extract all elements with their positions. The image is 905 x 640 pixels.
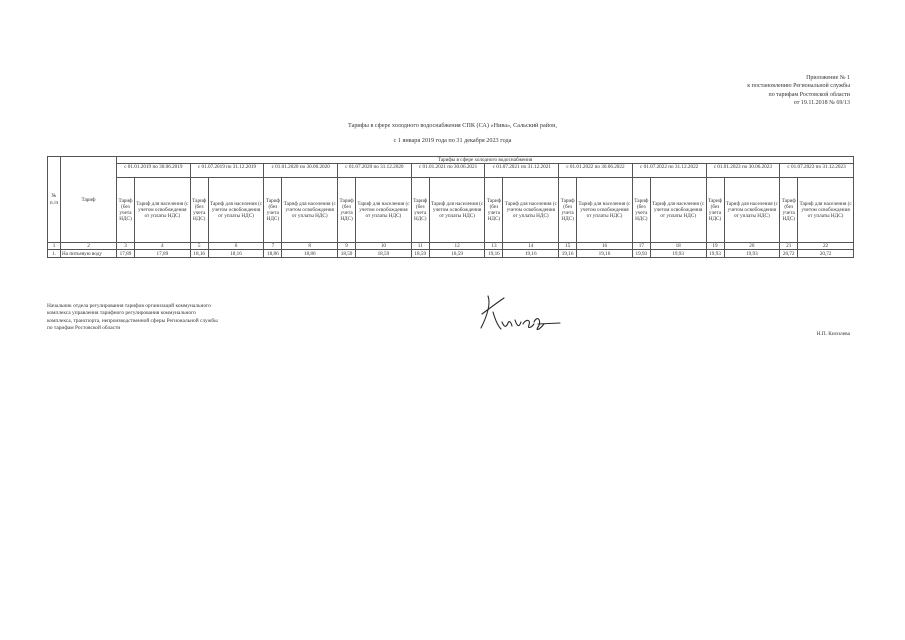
subheader-tariff-no-vat: Тариф (без учета НДС): [559, 178, 577, 243]
subheader-tariff-population: Тариф для населения (с учетом освобождения от уплаты НДС): [724, 178, 780, 243]
tariff-value: 19,16: [503, 250, 559, 258]
subheader-tariff-population: Тариф для населения (с учетом освобождения от уплаты НДС): [135, 178, 191, 243]
footer-line: комплекса, транспорта, непроизводственной сферы Региональной службы: [47, 317, 218, 324]
column-number: 2: [61, 243, 117, 250]
col-tariff-header: Тариф: [61, 157, 117, 243]
row-name: На питьевую воду: [61, 250, 117, 258]
tariff-value: 18,16: [208, 250, 264, 258]
period-header: с 01.01.2022 по 30.06.2022: [559, 164, 633, 178]
column-number: 8: [282, 243, 338, 250]
column-number: 7: [264, 243, 282, 250]
subheader-tariff-population: Тариф для населения (с учетом освобождения от уплаты НДС): [356, 178, 412, 243]
column-number: 17: [632, 243, 650, 250]
period-header: с 01.01.2020 по 30.06.2020: [264, 164, 338, 178]
col-num-header: № п./п: [48, 157, 61, 243]
column-number: 9: [338, 243, 356, 250]
column-number: 3: [117, 243, 135, 250]
subheader-tariff-population: Тариф для населения (с учетом освобождения от уплаты НДС): [282, 178, 338, 243]
tariff-value: 18,59: [338, 250, 356, 258]
row-number: 1.: [48, 250, 61, 258]
tariff-value: 18,86: [264, 250, 282, 258]
tariff-value: 19,93: [706, 250, 724, 258]
column-number: 6: [208, 243, 264, 250]
subheader-tariff-no-vat: Тариф (без учета НДС): [264, 178, 282, 243]
subheader-tariff-population: Тариф для населения (с учетом освобождения от уплаты НДС): [208, 178, 264, 243]
subheader-tariff-no-vat: Тариф (без учета НДС): [117, 178, 135, 243]
attachment-header: [747, 74, 850, 108]
tariff-value: 18,86: [282, 250, 338, 258]
title-line-2: с 1 января 2019 года по 31 декабря 2023 года: [393, 137, 512, 144]
tariff-value: 18,59: [356, 250, 412, 258]
column-number: 22: [798, 243, 854, 250]
subheader-tariff-no-vat: Тариф (без учета НДС): [485, 178, 503, 243]
column-number: 1: [48, 243, 61, 250]
tariff-table: [47, 156, 854, 258]
column-number: 5: [190, 243, 208, 250]
column-number: 11: [411, 243, 429, 250]
column-number: 19: [706, 243, 724, 250]
subheader-tariff-no-vat: Тариф (без учета НДС): [190, 178, 208, 243]
tariff-value: 17,89: [117, 250, 135, 258]
subheader-tariff-population: Тариф для населения (с учетом освобождения от уплаты НДС): [650, 178, 706, 243]
period-header: с 01.07.2019 по 31.12.2019: [190, 164, 264, 178]
period-header: с 01.07.2020 по 31.12.2020: [338, 164, 412, 178]
column-number: 20: [724, 243, 780, 250]
footer-line: по тарифам Ростовской области: [47, 325, 121, 332]
column-number: 13: [485, 243, 503, 250]
title-line-1: Тарифы в сфере холодного водоснабжения СПК (СА) «Нива», Сальский район,: [347, 122, 558, 129]
subheader-tariff-no-vat: Тариф (без учета НДС): [338, 178, 356, 243]
subheader-tariff-population: Тариф для населения (с учетом освобождения от уплаты НДС): [577, 178, 633, 243]
handwritten-signature: [478, 292, 568, 341]
header-line: Приложение № 1: [806, 75, 850, 81]
footer-line: комплекса управления тарифного регулирования коммунального: [47, 310, 196, 317]
tariff-value: 19,93: [632, 250, 650, 258]
column-number: 12: [429, 243, 485, 250]
footer-position: [47, 303, 277, 333]
footer-line: Начальник отдела регулирования тарифов организаций коммунального: [47, 303, 211, 309]
tariff-value: 19,16: [559, 250, 577, 258]
period-header: с 01.07.2022 по 31.12.2022: [632, 164, 706, 178]
period-header: с 01.01.2019 по 30.06.2019: [117, 164, 191, 178]
group-header: Тарифы в сфере холодного водоснабжения: [117, 157, 854, 164]
tariff-value: 17,89: [135, 250, 191, 258]
period-header: с 01.07.2023 по 31.12.2023: [780, 164, 854, 178]
signer-name: Н.П. Кисилева: [816, 331, 850, 337]
column-number: 10: [356, 243, 412, 250]
period-header: с 01.07.2021 по 31.12.2021: [485, 164, 559, 178]
tariff-value: 19,93: [724, 250, 780, 258]
tariff-value: 18,59: [411, 250, 429, 258]
subheader-tariff-population: Тариф для населения (с учетом освобождения от уплаты НДС): [798, 178, 854, 243]
tariff-value: 19,93: [650, 250, 706, 258]
column-number: 14: [503, 243, 559, 250]
tariff-value: 18,16: [190, 250, 208, 258]
column-number: 18: [650, 243, 706, 250]
header-line: по тарифам Ростовской области: [768, 91, 850, 98]
column-number: 16: [577, 243, 633, 250]
tariff-value: 20,72: [798, 250, 854, 258]
subheader-tariff-no-vat: Тариф (без учета НДС): [780, 178, 798, 243]
column-number: 4: [135, 243, 191, 250]
period-header: с 01.01.2021 по 30.06.2021: [411, 164, 485, 178]
subheader-tariff-no-vat: Тариф (без учета НДС): [706, 178, 724, 243]
period-header: с 01.01.2023 по 30.06.2023: [706, 164, 780, 178]
column-number: 21: [780, 243, 798, 250]
document-title: [0, 121, 905, 145]
header-line: от 19.11.2018 № 69/13: [793, 100, 850, 107]
header-line: к постановлению Региональной службы: [747, 83, 850, 90]
tariff-value: 19,16: [577, 250, 633, 258]
subheader-tariff-no-vat: Тариф (без учета НДС): [632, 178, 650, 243]
tariff-value: 18,59: [429, 250, 485, 258]
tariff-value: 19,16: [485, 250, 503, 258]
subheader-tariff-population: Тариф для населения (с учетом освобождения от уплаты НДС): [503, 178, 559, 243]
subheader-tariff-no-vat: Тариф (без учета НДС): [411, 178, 429, 243]
column-number: 15: [559, 243, 577, 250]
subheader-tariff-population: Тариф для населения (с учетом освобождения от уплаты НДС): [429, 178, 485, 243]
tariff-value: 20,72: [780, 250, 798, 258]
